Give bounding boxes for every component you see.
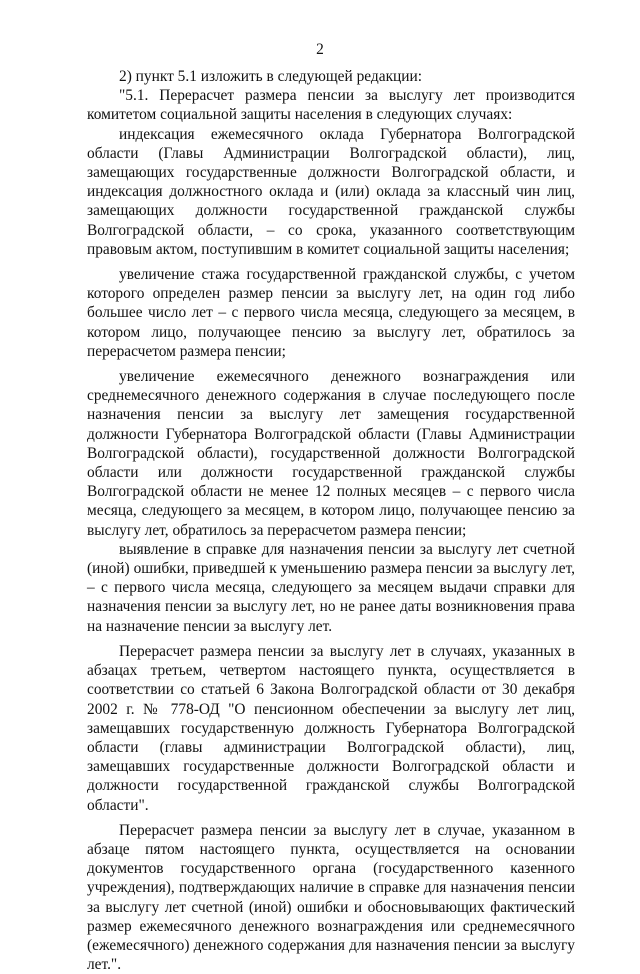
- paragraph-recalculation-third-fourth: Перерасчет размера пенсии за выслугу лет в случаях, указанных в абзацах третьем, четвертом настоящего пункта, осуществляется в соответствии со статьей 6 Закона Волгоградской области от 30 декабря 2002 г. № 778-ОД "О пенсионном обеспечении за выслугу лет лиц, замещавших государственную должность Губернатора Волгоградской области (главы администрации Волгоградской области), лиц, замещавших государственные должности Волгоградской области и должности государственной гражданской службы Волгоградской области".: [87, 642, 575, 814]
- paragraph-indexation: индексация ежемесячного оклада Губернатора Волгоградской области (Главы Администрации Волгоградской области), лиц, замещающих государственные должности Волгоградской области, и индексация должностного оклада и (или) оклада за классный чин лиц, замещающих должности государственной гражданской службы Волгоградской области, – со срока, указанного соответствующим правовым актом, поступившим в комитет социальной защиты населения;: [87, 125, 575, 258]
- paragraph-5-1-intro: "5.1. Перерасчет размера пенсии за выслугу лет производится комитетом социальной защиты населения в следующих случаях:: [87, 87, 575, 124]
- paragraph-remuneration-increase: увеличение ежемесячного денежного вознаграждения или среднемесячного денежного содержания в случае последующего после назначения пенсии за выслугу лет замещения государственной должности Губернатора Волгоградской области (Главы Администрации Волгоградской области), государственной должности Волгоградской области или должности государственной гражданской службы Волгоградской области не менее 12 полных месяцев – с первого числа месяца, следующего за месяцем, в котором лицо, получающее пенсию за выслугу лет, обратилось за перерасчетом размера пенсии;: [87, 368, 575, 539]
- page-number: 2: [316, 41, 324, 58]
- paragraph-item-2: 2) пункт 5.1 изложить в следующей редакции:: [119, 68, 423, 85]
- paragraph-calculation-error: выявление в справке для назначения пенсии за выслугу лет счетной (иной) ошибки, приведшей к уменьшению размера пенсии за выслугу лет, – с первого числа месяца, следующего за месяцем выдачи справки для назначения пенсии за выслугу лет, но не ранее даты возникновения права на назначение пенсии за выслугу лет.: [87, 540, 575, 635]
- document-body: [87, 67, 575, 974]
- paragraph-recalculation-fifth: Перерасчет размера пенсии за выслугу лет в случае, указанном в абзаце пятом настоящего пункта, осуществляется на основании документов государственного органа (государственного казенного учреждения), подтверждающих наличие в справке для назначения пенсии за выслугу лет счетной (иной) ошибки и обосновывающих фактический размер ежемесячного денежного вознаграждения или среднемесячного (ежемесячного) денежного содержания для назначения пенсии за выслугу лет.".: [87, 821, 575, 974]
- paragraph-service-length: увеличение стажа государственной гражданской службы, с учетом которого определен размер пенсии за выслугу лет, на один год либо большее число лет – с первого числа месяца, следующего за месяцем, в котором лицо, получающее пенсию за выслугу лет, обратилось за перерасчетом размера пенсии;: [87, 266, 575, 360]
